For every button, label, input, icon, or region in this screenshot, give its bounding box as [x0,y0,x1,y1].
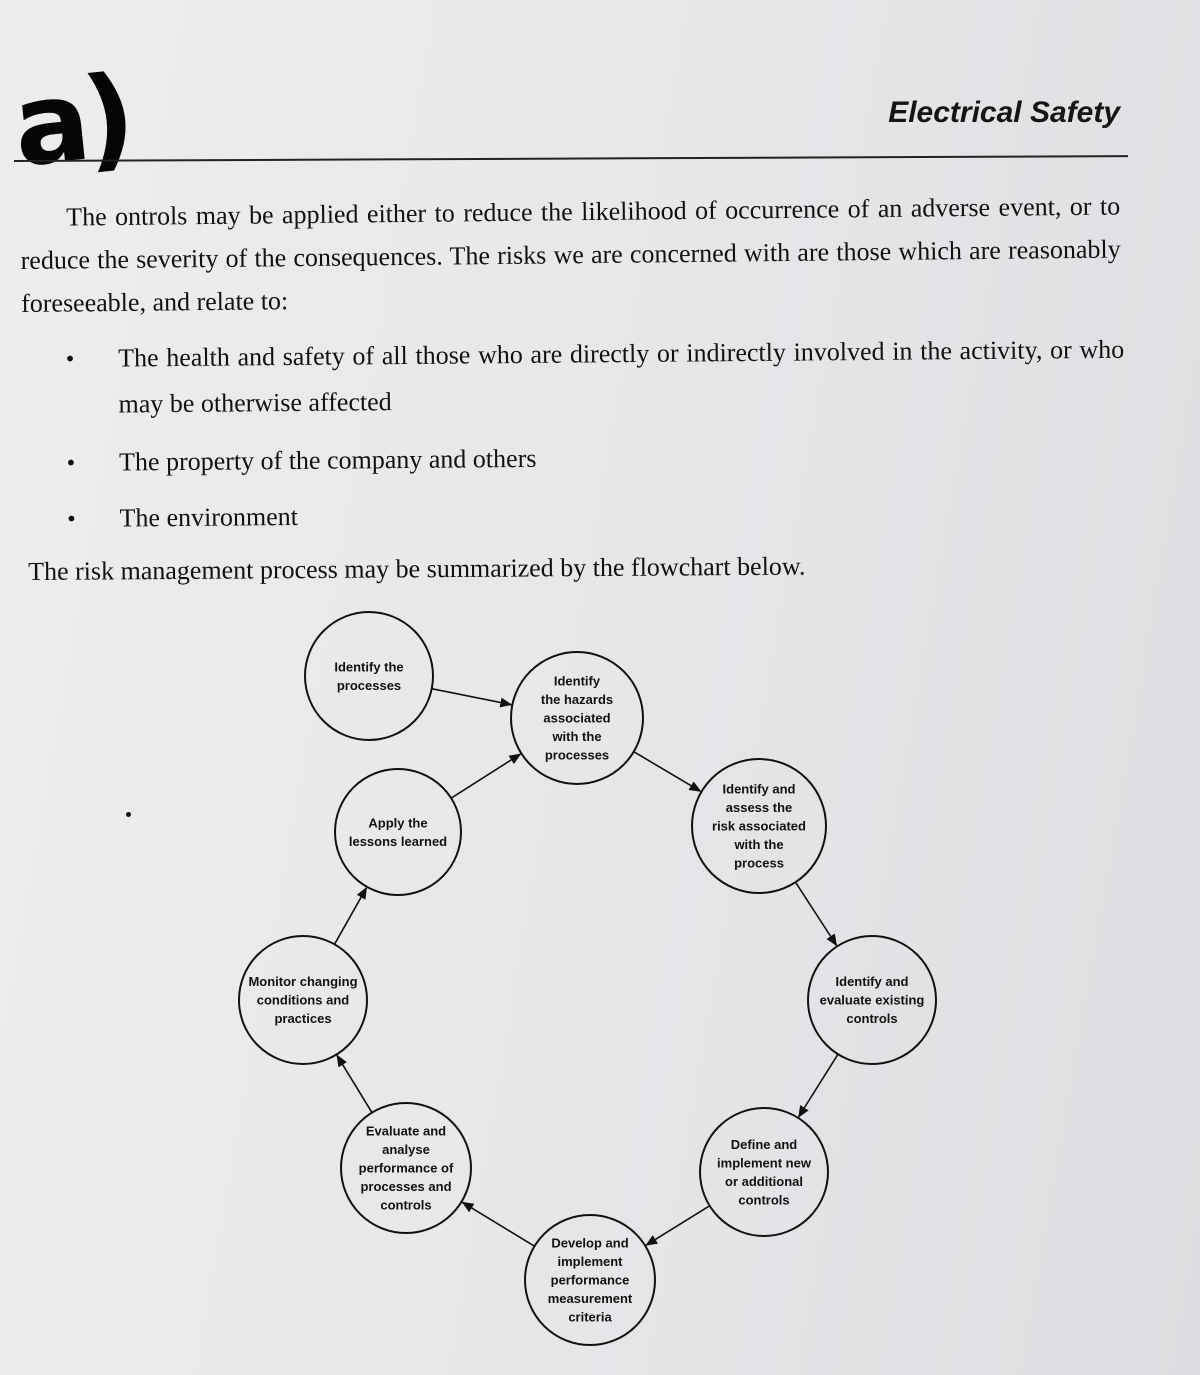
bullet-icon: • [65,506,78,531]
flow-node-performance-criteria [525,1215,655,1345]
bullet-text: The health and safety of all those who are directly or indirectly involved in the activity, or who may be otherwise affected [118,334,1125,419]
flow-arrow-performance-criteria-to-evaluate-analyse [462,1202,534,1246]
bullet-icon: • [64,346,77,371]
flow-node-apply-lessons [335,769,461,895]
flow-node-circle [305,612,433,740]
flow-node-circle [700,1108,828,1236]
handwritten-annotation: a) [7,51,136,193]
flow-node-label: with the [552,729,602,744]
flow-node-label: processes [544,747,610,763]
flow-node-label: Define and [730,1136,798,1152]
flow-node-label: lessons learned [348,833,448,849]
flow-node-label: process [734,855,784,871]
flow-node-evaluate-analyse [341,1103,471,1233]
flow-node-label: Develop and [551,1235,629,1251]
flow-arrow-evaluate-controls-to-define-controls [799,1054,838,1117]
flow-node-label: with the [734,837,784,852]
flow-node-define-controls [700,1108,828,1236]
bullet-icon: • [65,450,78,475]
intro-lead: The [66,202,107,232]
flow-node-label: performance [550,1272,630,1288]
flow-arrow-apply-lessons-to-identify-hazards [451,754,520,798]
flow-arrow-define-controls-to-performance-criteria [646,1206,710,1245]
flow-node-label: analyse [382,1142,430,1157]
flow-node-label: Identify [553,673,601,689]
page-header-title: Electrical Safety [888,96,1120,129]
flow-arrow-identify-processes-to-identify-hazards [432,689,512,705]
flow-node-label: Monitor changing [248,974,358,989]
flow-node-identify-hazards [511,652,643,784]
flow-node-assess-risk [692,759,826,893]
flowchart-nodes [239,612,936,1345]
intro-text: ontrols may be applied either to reduce the likelihood of occurrence of an adverse event, or to reduce the severity of the consequences. The risks we are concerned with are those which are reasonably foreseeable, and relate to: [20,191,1121,318]
flow-node-label: controls [846,1011,898,1026]
flow-node-label: measurement [547,1291,633,1306]
flow-node-label: Evaluate and [365,1123,447,1139]
flow-node-circle [335,769,461,895]
bullet-text: The environment [119,501,299,533]
flow-node-label: Identify and [722,781,796,797]
flow-node-label: controls [380,1197,432,1213]
flow-node-label: risk associated [712,818,806,834]
flow-node-label: Identify and [835,974,909,989]
flow-node-label: evaluate existing [819,992,925,1008]
flow-node-evaluate-controls [808,936,936,1064]
flowchart-intro: The risk management process may be summarized by the flowchart below. [28,551,806,586]
flow-node-identify-processes [305,612,433,740]
flow-node-label: or additional [725,1173,803,1189]
flow-node-label: implement [557,1254,623,1269]
flow-node-label: the hazards [540,692,614,707]
flow-node-label: processes and [360,1179,452,1194]
flow-arrow-evaluate-analyse-to-monitor-conditions [337,1055,372,1112]
flow-node-label: processes [336,677,402,693]
flow-node-label: implement new [717,1155,811,1171]
flow-node-label: controls [738,1192,790,1208]
flow-node-label: Apply the [368,815,428,831]
flow-arrow-identify-hazards-to-assess-risk [634,752,701,792]
flow-node-label: associated [543,710,611,726]
flow-arrow-assess-risk-to-evaluate-controls [796,882,837,945]
flow-node-label: practices [274,1011,332,1026]
flow-node-label: assess the [725,800,793,815]
flow-node-label: Identify the [334,659,404,675]
bullet-text: The property of the company and others [118,443,537,477]
flow-arrow-monitor-conditions-to-apply-lessons [335,888,367,945]
flow-node-label: performance of [358,1160,454,1176]
flow-node-label: criteria [568,1309,612,1325]
flow-node-label: conditions and [256,992,350,1008]
flow-node-monitor-conditions [239,936,367,1064]
